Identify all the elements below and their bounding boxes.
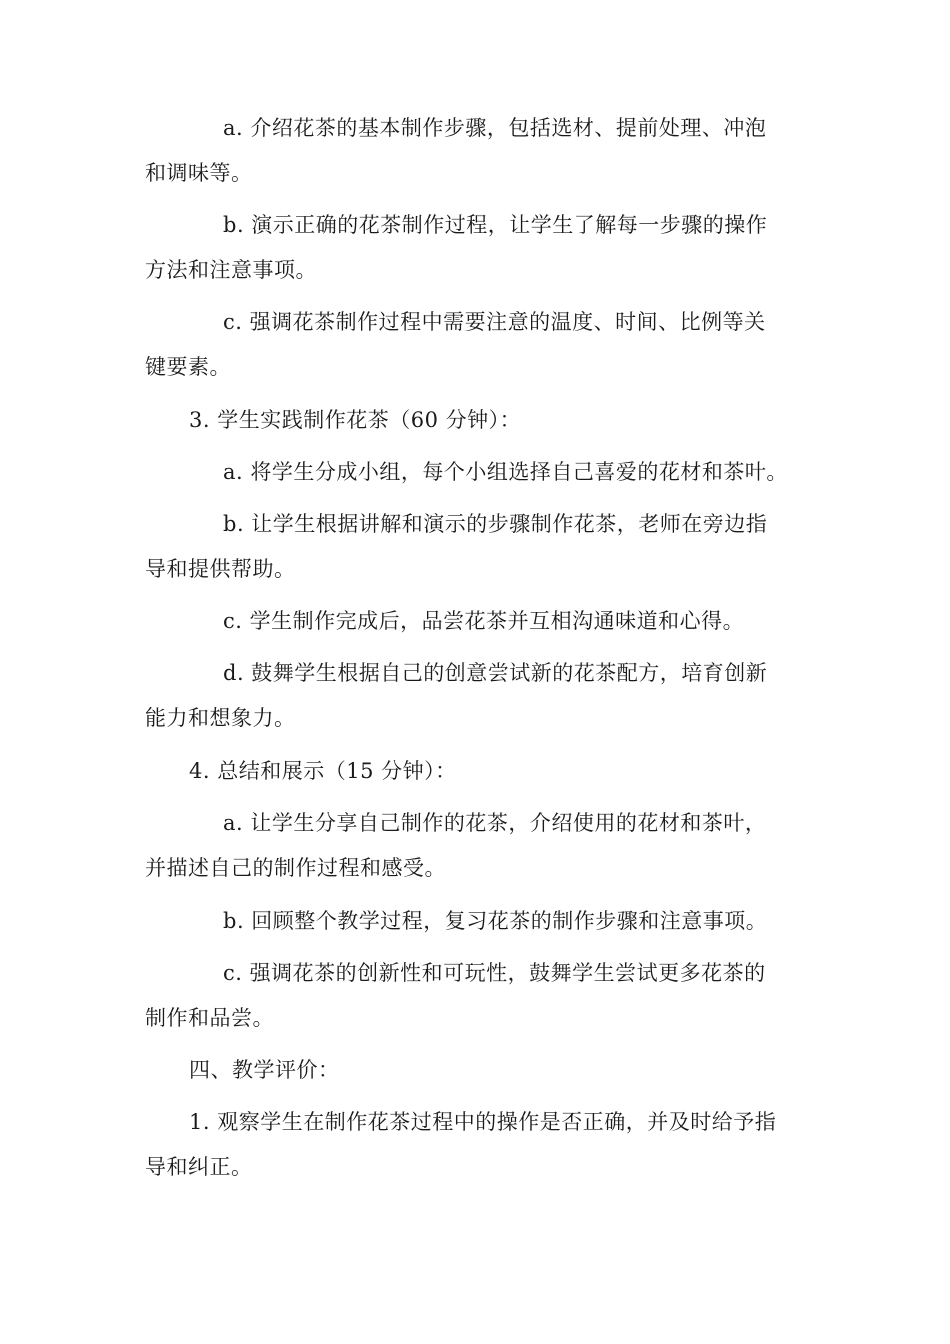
paragraph-line: 导和纠正。	[145, 1155, 253, 1179]
section-heading-practice	[145, 398, 800, 443]
paragraph-step-a-intro	[145, 106, 800, 196]
paragraph-line: 四、教学评价：	[189, 1058, 340, 1082]
paragraph-line: 键要素。	[145, 355, 231, 379]
paragraph-summary-b	[145, 899, 800, 944]
paragraph-line: c. 强调花茶的创新性和可玩性，鼓舞学生尝试更多花茶的	[223, 961, 766, 985]
paragraph-practice-c	[145, 599, 800, 644]
section-heading-summary	[145, 749, 800, 794]
paragraph-line: 4. 总结和展示（15 分钟）：	[189, 759, 457, 783]
paragraph-line: b. 演示正确的花茶制作过程，让学生了解每一步骤的操作	[223, 213, 768, 237]
paragraph-summary-c	[145, 951, 800, 1041]
paragraph-practice-d	[145, 651, 800, 741]
paragraph-line: 1. 观察学生在制作花茶过程中的操作是否正确，并及时给予指	[189, 1110, 777, 1134]
paragraph-summary-a	[145, 801, 800, 891]
paragraph-line: b. 回顾整个教学过程，复习花茶的制作步骤和注意事项。	[223, 909, 768, 933]
paragraph-line: c. 学生制作完成后，品尝花茶并互相沟通味道和心得。	[223, 609, 745, 633]
paragraph-line: a. 介绍花茶的基本制作步骤，包括选材、提前处理、冲泡	[223, 116, 767, 140]
paragraph-line: 能力和想象力。	[145, 706, 296, 730]
paragraph-practice-b	[145, 502, 800, 592]
paragraph-line: 并描述自己的制作过程和感受。	[145, 856, 446, 880]
paragraph-line: c. 强调花茶制作过程中需要注意的温度、时间、比例等关	[223, 310, 766, 334]
paragraph-line: 3. 学生实践制作花茶（60 分钟）：	[189, 408, 522, 432]
paragraph-evaluation-1	[145, 1100, 800, 1190]
paragraph-line: 导和提供帮助。	[145, 557, 296, 581]
paragraph-step-b-demo	[145, 203, 800, 293]
paragraph-line: 和调味等。	[145, 161, 253, 185]
paragraph-line: 制作和品尝。	[145, 1006, 274, 1030]
section-heading-evaluation	[145, 1048, 800, 1093]
paragraph-line: d. 鼓舞学生根据自己的创意尝试新的花茶配方，培育创新	[223, 661, 768, 685]
paragraph-line: b. 让学生根据讲解和演示的步骤制作花茶，老师在旁边指	[223, 512, 768, 536]
paragraph-line: a. 让学生分享自己制作的花茶，介绍使用的花材和茶叶，	[223, 811, 767, 835]
paragraph-line: 方法和注意事项。	[145, 258, 317, 282]
paragraph-step-c-emphasis	[145, 300, 800, 390]
paragraph-line: a. 将学生分成小组，每个小组选择自己喜爱的花材和茶叶。	[223, 460, 788, 484]
paragraph-practice-a	[145, 450, 800, 495]
